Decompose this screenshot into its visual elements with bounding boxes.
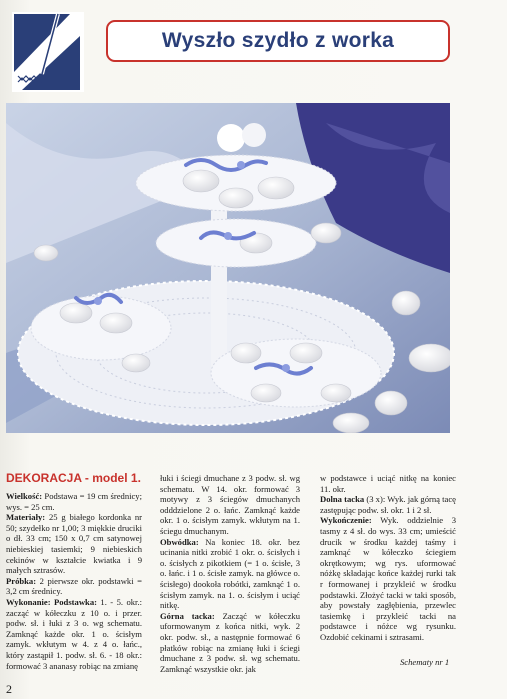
paragraph-label: Wykonanie: Podstawka: <box>6 596 97 607</box>
product-photo <box>6 103 450 433</box>
paragraph-text: (3 x): Wyk. jak górną tacę zastępując podw. sł. okr. 1 i 2 sł. <box>320 494 456 515</box>
paragraph-text: Na koniec 18. okr. bez ucinania nitki zrobić 1 okr. o. ścisłych i o. ścisłych z pikotkiem (= 1 o. ścisłe, 3 o. łańc. i 1 o. ścisłe zamyk. na główce o. ścisłego) dookoła robótki, zamknąć 1 o. ścisłym zamyk. na 1. o. ścisłym i uciąć nitkę. <box>160 536 300 611</box>
paragraph-text: Podstawa = 19 cm średnicy; wys. = 25 cm. <box>6 491 142 512</box>
article-column-2 <box>160 473 300 674</box>
paragraph <box>320 473 456 494</box>
schema-reference: Schematy nr 1 <box>400 657 450 667</box>
article-heading: DEKORACJA - model 1. <box>6 471 141 485</box>
section-logo <box>12 12 84 92</box>
paragraph-label: Obwódka: <box>160 536 199 547</box>
paragraph-label: Dolna tacka <box>320 494 365 505</box>
paragraph-text: 1. - 5. okr.: zacząć w kółeczku z 10 o. i przer. podw. sł. i łuki z 3 o. wg schematu. Zamknąć każde okr. 1 o. ścisłym zamyk. wkłutym w 4. z 4 o. łańc., który zastąpił 1. podw. sł. 6. - 18 okr.: formować 3 ananasy robiąc na zmianę <box>6 596 142 671</box>
article-column-1 <box>6 491 142 671</box>
paragraph <box>6 597 142 671</box>
paragraph-label: Próbka: <box>6 575 37 586</box>
paragraph-label: Materiały: <box>6 512 46 523</box>
paragraph <box>320 494 456 515</box>
paragraph <box>160 473 300 537</box>
article-column-3 <box>320 473 456 643</box>
paragraph <box>6 576 142 597</box>
paragraph-label: Wykończenie: <box>320 515 372 526</box>
paragraph-text: łuki i ściegi dmuchane z 3 podw. sł. wg schematu. W 14. okr. formować 3 motywy z 3 ściegów dmuchanych odddzielone 2 o. łańc. Zamknąć każde okr. 1 o. ścisłym zamyk. wkłutym na 1. ściegu dmuchanym. <box>160 473 300 536</box>
paragraph-text: Zacząć w kółeczku uformowanym z końca nitki, wyk. 2 okr. podw. sł., a następnie formować 6 płatków robiąc na zmianę łuki i ściegi dmuchane z 3 podw. sł. wg schematu. Zamknąć wszystkie okr. jak <box>160 610 300 674</box>
paragraph <box>6 491 142 512</box>
page-number: 2 <box>6 682 12 696</box>
paragraph <box>320 515 456 642</box>
title-banner <box>106 20 450 62</box>
paragraph <box>160 611 300 675</box>
paragraph <box>6 512 142 576</box>
paragraph-text: Wyk. oddzielnie 3 tasmy z 4 sł. do wys. 33 cm; umieścić drucik w środku każdej taśmy i zamknąć w kółeczko ściegiem okrętkowym; wg rys. uformować nóżkę składając końce każdej rurki tak r formowanej i przykleić w środku podstawki. Złożyć tacki w taki sposób, aby powstały zagłębienia, przewlec tasiemkę i przykleić tacki na podstawce i nóżce wg rysunku. Ozdobić cekinami i sztrasami. <box>320 515 456 642</box>
paragraph-text: 25 g białego kordonka nr 50; szydełko nr 1,00; 3 miękkie druciki o dł. 33 cm; 150 x 0,7 cm satynowej niebieskiej tasiemki; 9 niebieskich cekinów w kształcie kwiatka i 9 małych sztrasów. <box>6 512 142 576</box>
page-title: Wyszło szydło z worka <box>161 29 395 52</box>
paragraph <box>160 537 300 611</box>
paragraph-text: w podstawce i uciąć nitkę na koniec 11. okr. <box>320 473 456 494</box>
paragraph-text: 2 pierwsze okr. podstawki = 3,2 cm średnicy. <box>6 575 142 597</box>
paragraph-label: Wielkość: <box>6 491 43 501</box>
paragraph-label: Górna tacka: <box>160 610 215 621</box>
